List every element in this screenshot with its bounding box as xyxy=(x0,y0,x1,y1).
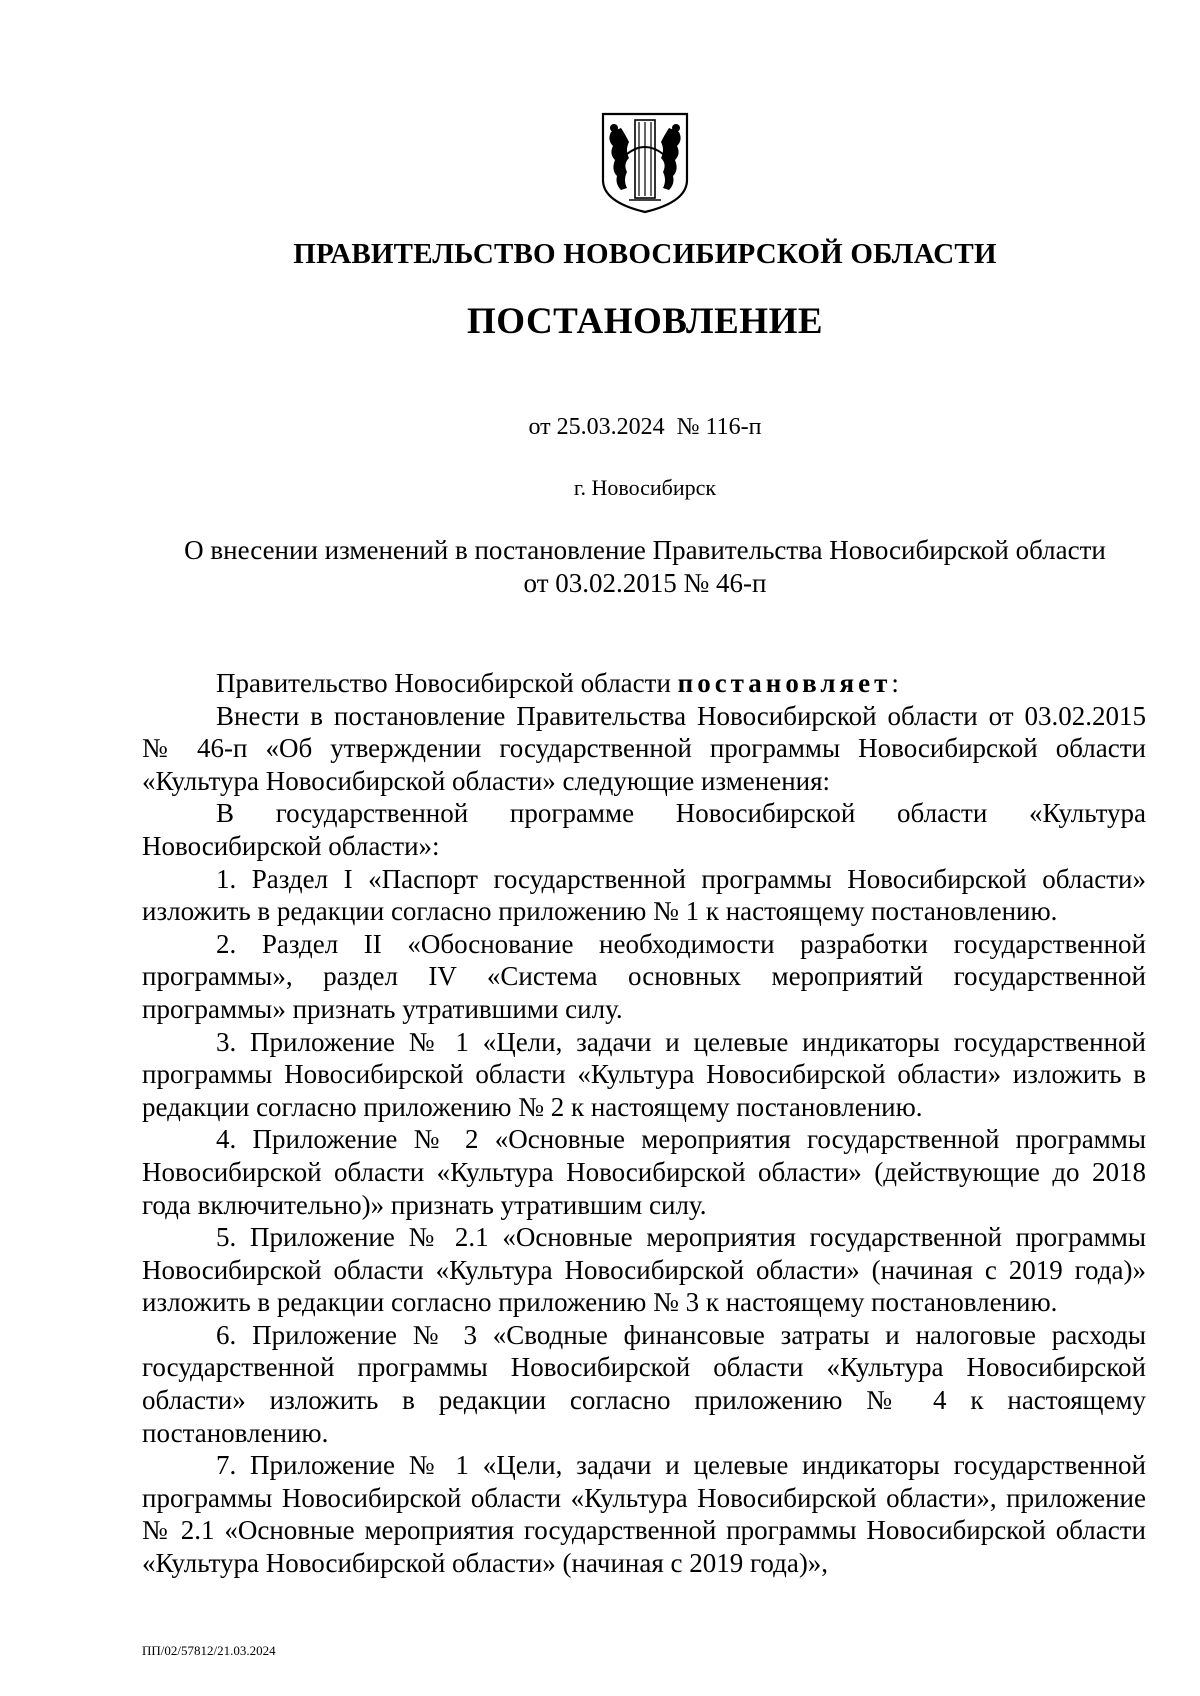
coat-of-arms-icon xyxy=(599,110,691,216)
document-date-number: от 25.03.2024 № 116-п xyxy=(528,414,762,440)
body-paragraph: 5. Приложение № 2.1 «Основные мероприятия государственной программы Новосибирской области «Культура Новосибирской области» (начиная с 2019 года)» изложить в редакции согласно приложению № 3 к настоящему постановлению. xyxy=(142,1222,1146,1318)
subject-line-2: от 03.02.2015 № 46-п xyxy=(523,568,767,598)
document-type-title: ПОСТАНОВЛЕНИЕ xyxy=(466,301,824,342)
body-paragraph: 2. Раздел II «Обоснование необходимости разработки государственной программы», раздел IV «Система основных мероприятий государственной программы» признать утратившими силу. xyxy=(142,928,1146,1024)
preamble xyxy=(142,667,1146,700)
body-paragraph: 3. Приложение № 1 «Цели, задачи и целевые индикаторы государственной программы Новосибирской области «Культура Новосибирской области» изложить в редакции согласно приложению № 2 к настоящему постановлению. xyxy=(142,1026,1146,1122)
body-paragraph: В государственной программе Новосибирской области «Культура Новосибирской области»: xyxy=(142,798,1146,861)
preamble-end: : xyxy=(891,668,899,698)
organization-title: ПРАВИТЕЛЬСТВО НОВОСИБИРСКОЙ ОБЛАСТИ xyxy=(293,238,997,270)
subject-line-1: О внесении изменений в постановление Правительства Новосибирской области xyxy=(184,535,1106,565)
body-paragraph: 1. Раздел I «Паспорт государственной программы Новосибирской области» изложить в редакции согласно приложению № 1 к настоящему постановлению. xyxy=(142,863,1146,927)
preamble-start: Правительство Новосибирской области xyxy=(216,668,678,698)
body-paragraph: 4. Приложение № 2 «Основные мероприятия государственной программы Новосибирской области «Культура Новосибирской области» (действующие до 2018 года включительно)» признать утратившим силу. xyxy=(142,1124,1146,1220)
document-subject xyxy=(150,534,1140,600)
body-paragraph: 7. Приложение № 1 «Цели, задачи и целевые индикаторы государственной программы Новосибирской области «Культура Новосибирской области», приложение № 2.1 «Основные мероприятия государственной программы Новосибирской области «Культура Новосибирской области» (начиная с 2019 года)», xyxy=(142,1450,1146,1579)
body-paragraph: Внести в постановление Правительства Новосибирской области от 03.02.2015 № 46-п «Об утверждении государственной программы Новосибирской области «Культура Новосибирской области» следующие изменения: xyxy=(142,700,1146,796)
document-city: г. Новосибирск xyxy=(573,475,717,500)
body-paragraph: 6. Приложение № 3 «Сводные финансовые затраты и налоговые расходы государственной программы Новосибирской области «Культура Новосибирской области» изложить в редакции согласно приложению № 4 к настоящему постановлению. xyxy=(142,1319,1146,1448)
document-body xyxy=(142,667,1146,1580)
preamble-decree: постановляет xyxy=(677,668,892,698)
footer-document-code: ПП/02/57812/21.03.2024 xyxy=(142,1643,276,1658)
